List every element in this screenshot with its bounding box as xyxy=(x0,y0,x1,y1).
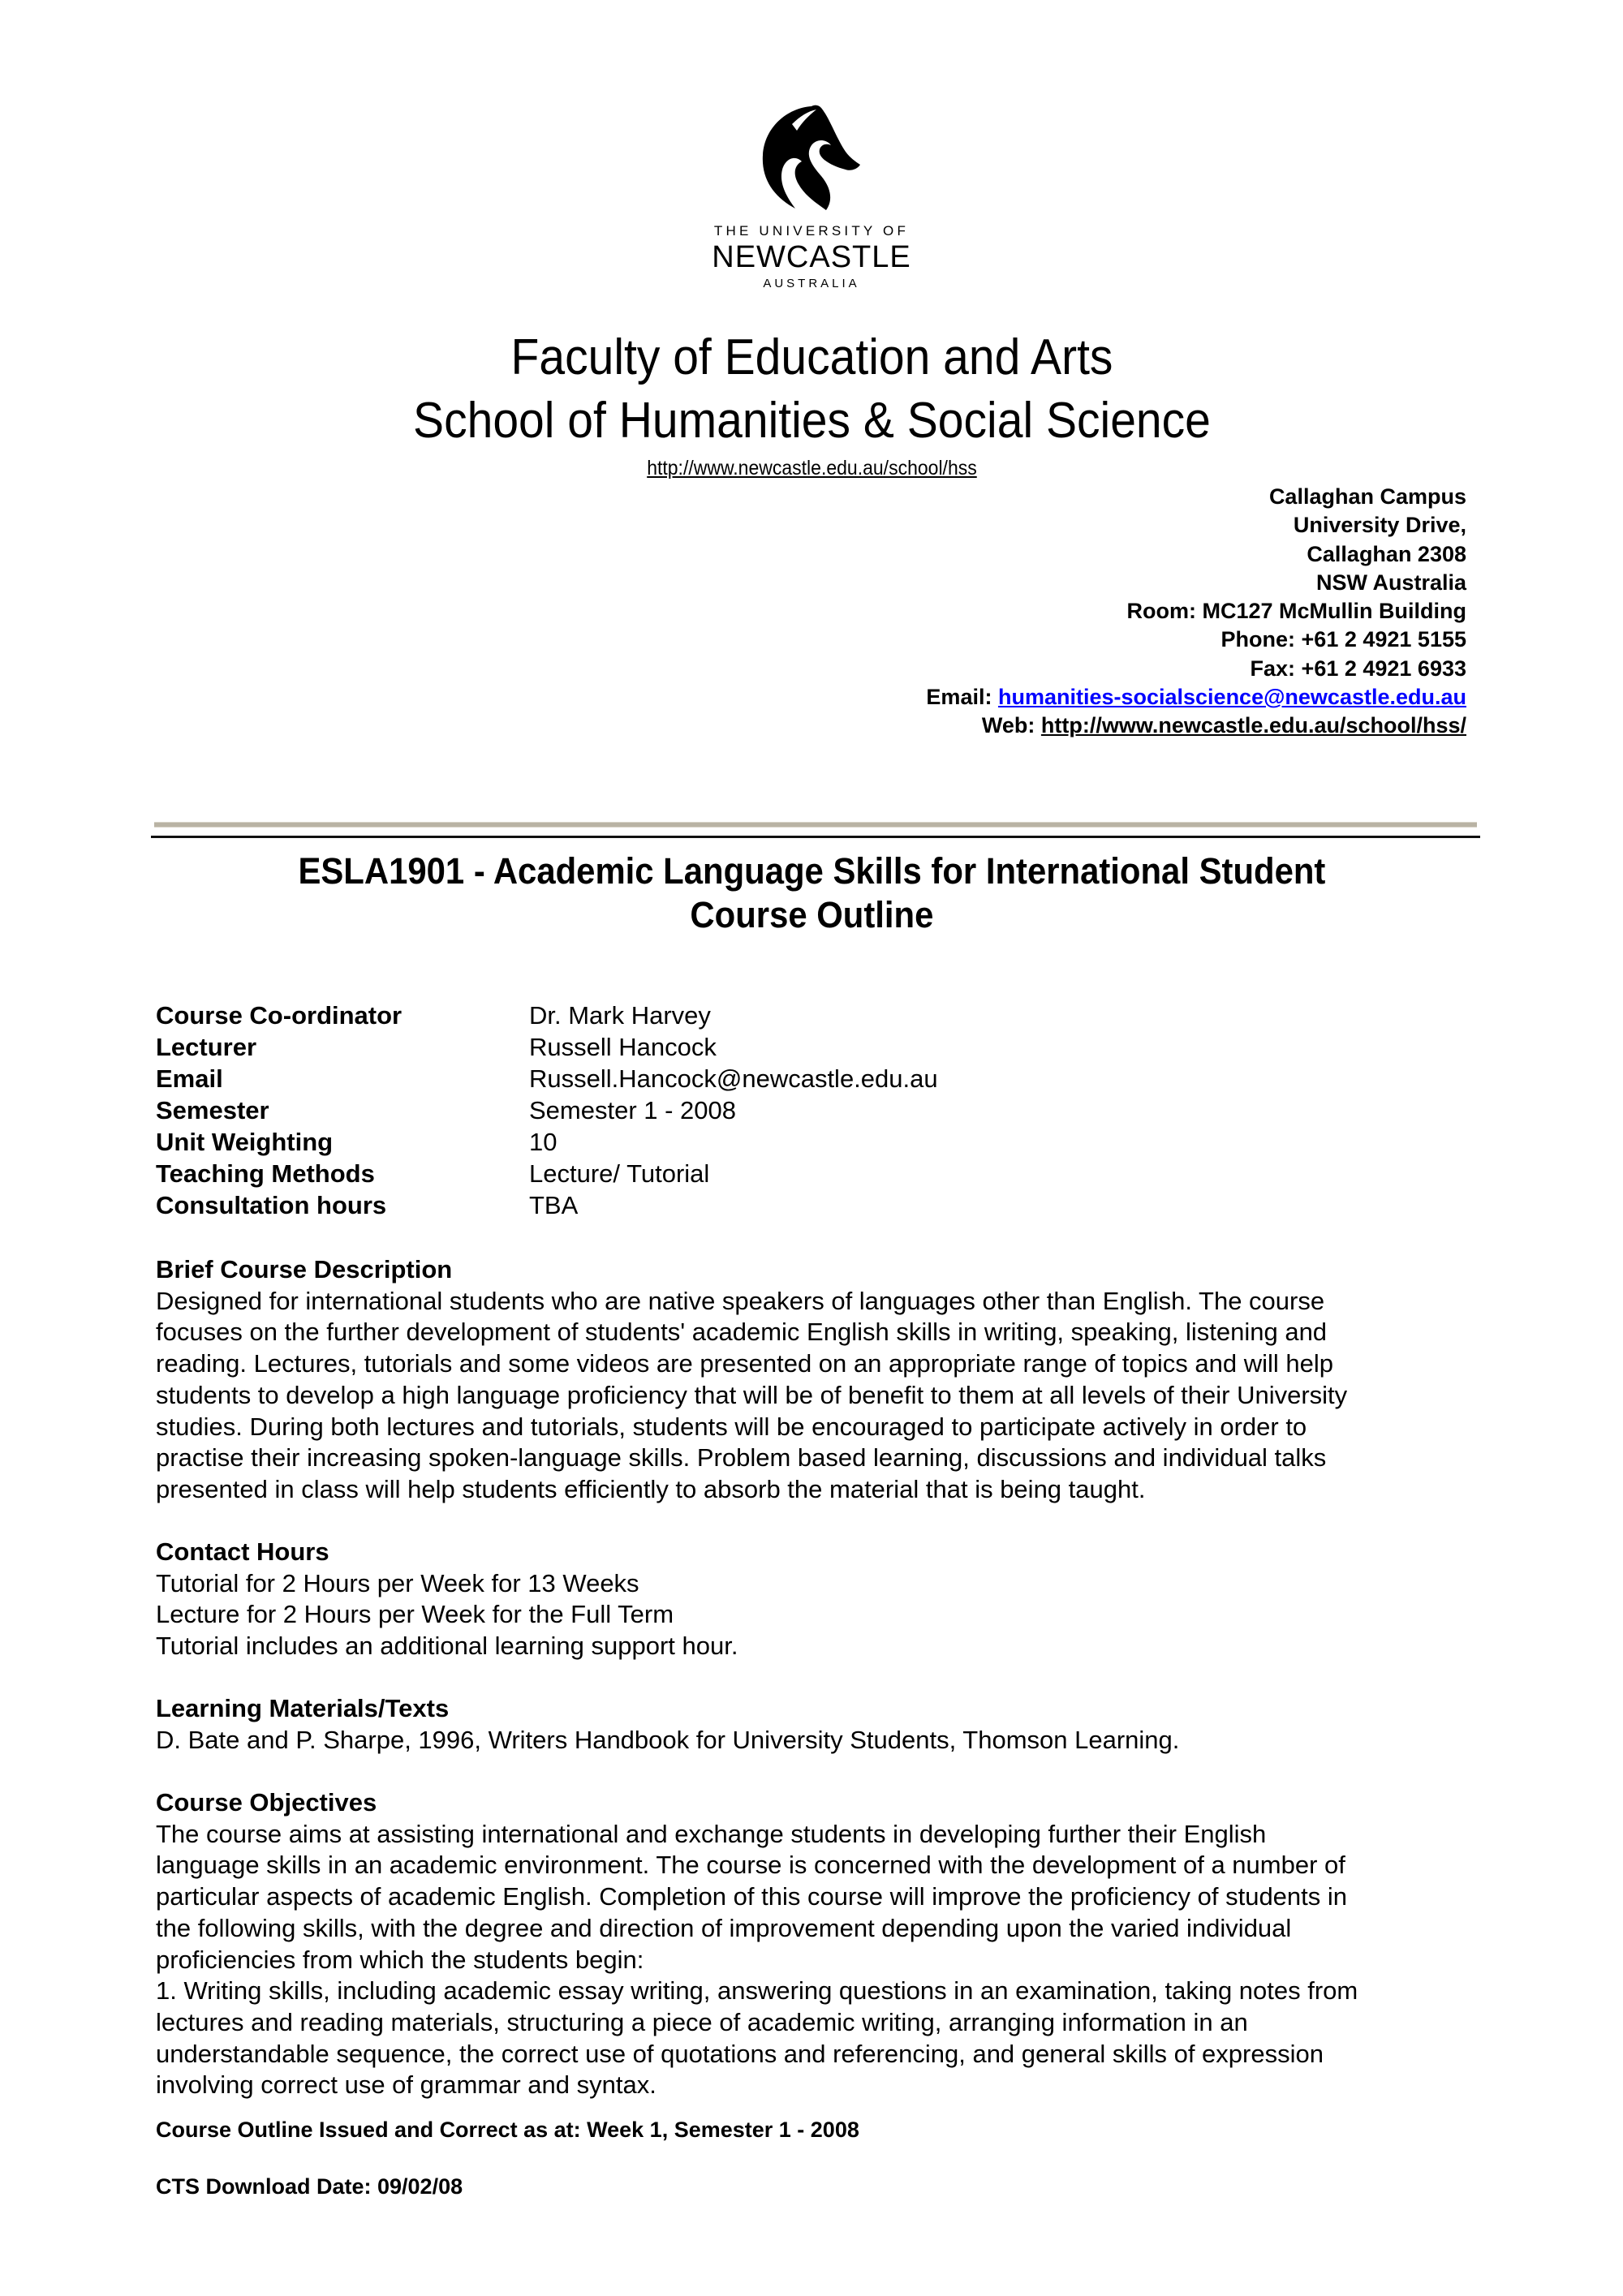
details-label: Course Co-ordinator xyxy=(156,1001,403,1030)
details-row xyxy=(156,1158,938,1189)
details-label: Teaching Methods xyxy=(156,1159,375,1188)
text-line: practise their increasing spoken-language skills. Problem based learning, discussions and individual talks xyxy=(156,1443,1327,1473)
text-line: presented in class will help students efficiently to absorb the material that is being taught. xyxy=(156,1474,1146,1503)
address-email-row xyxy=(926,683,1466,712)
address-suburb: Callaghan 2308 xyxy=(1307,541,1466,566)
logo-line-3: AUSTRALIA xyxy=(763,277,860,290)
school-url xyxy=(65,456,1558,480)
course-details-table xyxy=(156,1000,938,1221)
address-campus: Callaghan Campus xyxy=(1268,484,1466,509)
text-line: lectures and reading materials, structuring a piece of academic writing, arranging information in an xyxy=(156,2007,1248,2036)
text-line: Lecture for 2 Hours per Week for the Full Term xyxy=(156,1600,674,1629)
details-value: Lecture/ Tutorial xyxy=(529,1159,710,1188)
address-phone: Phone: +61 2 4921 5155 xyxy=(1220,627,1466,652)
school-title: School of Humanities & Social Science xyxy=(413,393,1211,449)
text-line: involving correct use of grammar and syntax. xyxy=(156,2070,657,2100)
details-label: Unit Weighting xyxy=(156,1128,334,1156)
details-value: Russell.Hancock@newcastle.edu.au xyxy=(529,1064,938,1093)
divider-gray xyxy=(154,822,1477,828)
text-line: reading. Lectures, tutorials and some videos are presented on an appropriate range of topics and will help xyxy=(156,1349,1334,1378)
course-title-line-1: ESLA1901 - Academic Language Skills for International Student xyxy=(298,850,1326,892)
text-line: understandable sequence, the correct use of quotations and referencing, and general skills of expression xyxy=(156,2039,1324,2068)
section-contact-hours xyxy=(156,1537,1487,1662)
address-fax: Fax: +61 2 4921 6933 xyxy=(1250,656,1466,681)
details-label: Semester xyxy=(156,1096,269,1124)
text-line: The course aims at assisting international and exchange students in developing further their English xyxy=(156,1819,1267,1848)
section-heading: Brief Course Description xyxy=(156,1255,453,1283)
logo-line-2: NEWCASTLE xyxy=(712,240,911,274)
text-line: focuses on the further development of students' academic English skills in writing, speaking, listening and xyxy=(156,1318,1328,1347)
text-line: Tutorial includes an additional learning support hour. xyxy=(156,1632,738,1661)
web-link[interactable]: http://www.newcastle.edu.au/school/hss/ xyxy=(1040,713,1466,738)
address-street: University Drive, xyxy=(1293,513,1466,538)
details-label: Email xyxy=(156,1064,223,1093)
school-url-link[interactable]: http://www.newcastle.edu.au/school/hss xyxy=(647,457,977,479)
contact-address-block xyxy=(926,483,1466,741)
logo-line-1: THE UNIVERSITY OF xyxy=(713,223,910,239)
course-title xyxy=(57,849,1566,937)
email-label: Email: xyxy=(926,685,998,710)
section-heading: Learning Materials/Texts xyxy=(156,1694,450,1722)
email-link[interactable]: humanities-socialscience@newcastle.edu.au xyxy=(997,685,1466,710)
details-label: Lecturer xyxy=(156,1033,257,1061)
text-line: particular aspects of academic English. Completion of this course will improve the proficiency of students in xyxy=(156,1882,1348,1911)
text-line: Designed for international students who are native speakers of languages other than English. The course xyxy=(156,1286,1325,1315)
details-label: Consultation hours xyxy=(156,1191,387,1219)
text-line: language skills in an academic environment. The course is concerned with the development of a number of xyxy=(156,1851,1345,1880)
text-line: studies. During both lectures and tutorials, students will be encouraged to participate actively in order to xyxy=(156,1412,1307,1441)
details-value: Dr. Mark Harvey xyxy=(529,1001,711,1030)
section-description xyxy=(156,1254,1487,1506)
text-line: Tutorial for 2 Hours per Week for 13 Weeks xyxy=(156,1568,639,1597)
course-title-line-2: Course Outline xyxy=(690,894,934,935)
details-value: TBA xyxy=(529,1191,579,1219)
text-line: students to develop a high language proficiency that will be of benefit to them at all levels of their University xyxy=(156,1380,1348,1409)
cts-download-date: CTS Download Date: 09/02/08 xyxy=(156,2174,463,2199)
faculty-title: Faculty of Education and Arts xyxy=(510,329,1113,385)
divider-black xyxy=(151,836,1480,838)
university-logo xyxy=(698,101,925,292)
details-row xyxy=(156,1126,938,1158)
details-value: 10 xyxy=(529,1128,558,1156)
outline-issued-date: Course Outline Issued and Correct as at: Week 1, Semester 1 - 2008 xyxy=(156,2118,859,2142)
horse-head-emblem-icon xyxy=(755,101,868,215)
section-heading: Course Objectives xyxy=(156,1788,377,1817)
text-line: the following skills, with the degree and direction of improvement depending upon the varied individual xyxy=(156,1913,1292,1942)
section-heading: Contact Hours xyxy=(156,1537,329,1566)
section-course-objectives xyxy=(156,1787,1487,2101)
text-line: 1. Writing skills, including academic essay writing, answering questions in an examination, taking notes from xyxy=(156,1976,1358,2006)
address-web-row xyxy=(926,712,1466,740)
details-row xyxy=(156,1189,938,1221)
text-line: proficiencies from which the students begin: xyxy=(156,1945,644,1974)
address-state: NSW Australia xyxy=(1315,570,1466,595)
text-line: D. Bate and P. Sharpe, 1996, Writers Handbook for University Students, Thomson Learning. xyxy=(156,1725,1180,1754)
details-row xyxy=(156,1094,938,1126)
web-label: Web: xyxy=(981,713,1041,738)
details-row xyxy=(156,1031,938,1063)
details-value: Semester 1 - 2008 xyxy=(529,1096,737,1124)
details-row xyxy=(156,1000,938,1031)
address-room: Room: MC127 McMullin Building xyxy=(1126,599,1466,624)
section-learning-materials xyxy=(156,1693,1487,1756)
details-value: Russell Hancock xyxy=(529,1033,717,1061)
details-row xyxy=(156,1063,938,1094)
